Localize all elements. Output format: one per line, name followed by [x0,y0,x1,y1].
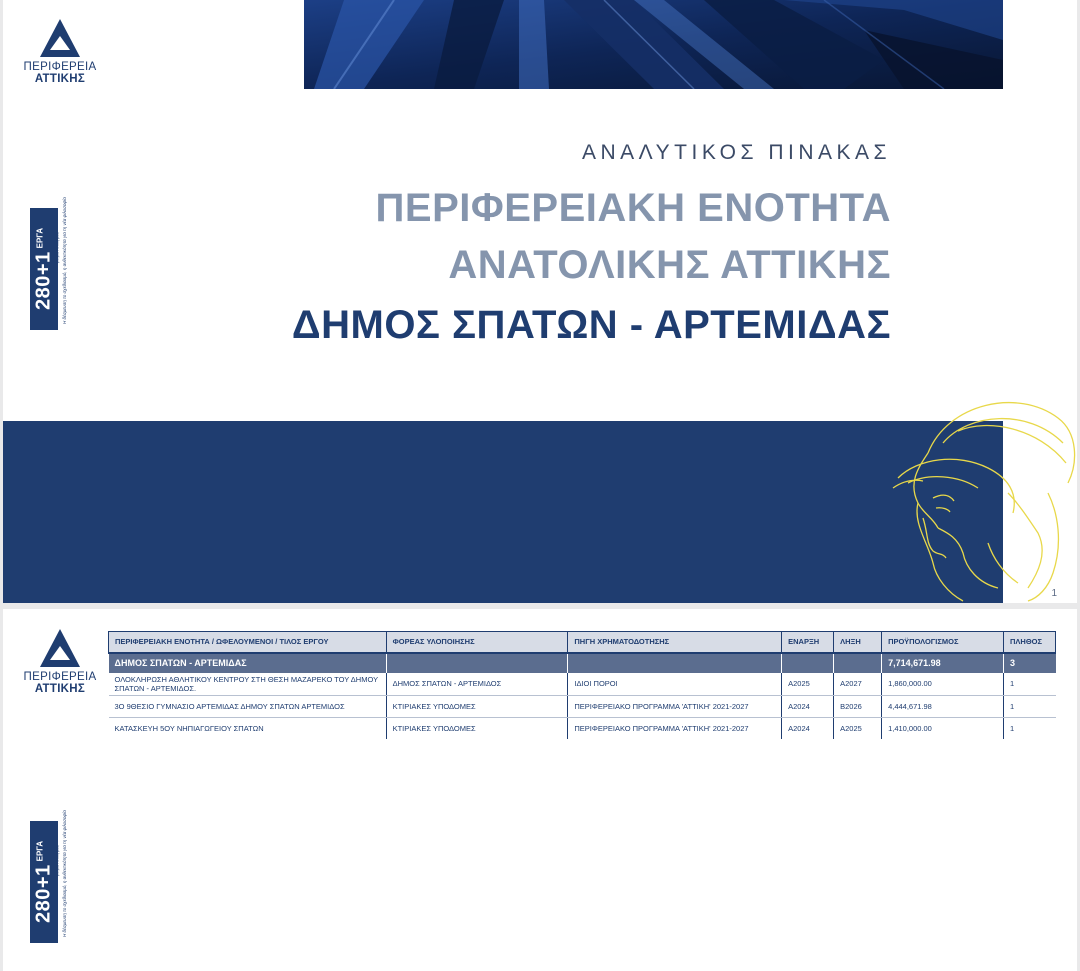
cell-budget: 4,444,671.98 [882,695,1004,717]
cell-end: Β2026 [834,695,882,717]
badge-caption: Η δέσμευση το σχεδιασμό, η ανθεκτικότητα για τη νέα φιλοσοφία [62,810,67,937]
cover-title-line-1: ΠΕΡΙΦΕΡΕΙΑΚΗ ΕΝΟΤΗΤΑ [375,186,891,230]
cell-agency: ΚΤΙΡΙΑΚΕΣ ΥΠΟΔΟΜΕΣ [386,695,568,717]
header-start: ΕΝΑΡΞΗ [782,632,834,653]
triangle-logo-icon [35,627,85,671]
table-row [109,695,1056,717]
table-row [109,717,1056,739]
region-logo [20,627,100,695]
badge-label: ΕΡΓΑ [35,840,45,862]
cell-count: 1 [1009,723,1015,733]
table-page [3,609,1077,971]
group-budget: 7,714,671.98 [882,653,1004,673]
cell-budget: 1,410,000.00 [882,717,1004,739]
cell-agency: ΚΤΙΡΙΑΚΕΣ ΥΠΟΔΟΜΕΣ [386,717,568,739]
cell-count: 1 [1003,695,1055,717]
badge-number: 280+1 [32,251,55,311]
header-budget: ΠΡΟΫΠΟΛΟΓΙΣΜΟΣ [882,632,1004,653]
cell-agency: ΔΗΜΟΣ ΣΠΑΤΩΝ - ΑΡΤΕΜΙΔΟΣ [386,673,568,696]
cell-end: Α2027 [834,673,882,696]
group-row [109,653,1056,673]
cell-start: Α2024 [782,717,834,739]
badge-small-text: για μια Αττική μας [54,845,60,877]
architecture-photo-icon [304,0,1003,89]
cell-funding: ΠΕΡΙΦΕΡΕΙΑΚΟ ΠΡΟΓΡΑΜΜΑ 'ΑΤΤΙΚΗ' 2021-2027 [568,695,782,717]
logo-line-2: ΑΤΤΙΚΗΣ [34,73,86,85]
badge-label: ΕΡΓΑ [35,227,45,249]
projects-table [108,631,1056,739]
badge-caption: Η δέσμευση το σχεδιασμό, η ανθεκτικότητα για τη νέα φιλοσοφία [62,197,67,324]
cell-start: Α2024 [782,695,834,717]
cell-funding: ΠΕΡΙΦΕΡΕΙΑΚΟ ΠΡΟΓΡΑΜΜΑ 'ΑΤΤΙΚΗ' 2021-2027 [568,717,782,739]
blue-band [3,421,1003,603]
cover-title-line-2: ΑΝΑΤΟΛΙΚΗΣ ΑΤΤΙΚΗΣ [448,243,891,287]
cell-count: 1 [1003,673,1055,696]
cover-page [3,0,1077,603]
group-count: 3 [1003,653,1055,673]
cell-project: 3Ο 9ΘΕΣΙΟ ΓΥΜΝΑΣΙΟ ΑΡΤΕΜΙΔΑΣ ΔΗΜΟΥ ΣΠΑΤΩΝ ΑΡΤΕΜΙΔΟΣ [109,695,387,717]
logo-line-1: ΠΕΡΙΦΕΡΕΙΑ [23,61,97,73]
cell-start: Α2025 [782,673,834,696]
badge-number: 280+1 [32,864,55,924]
cell-end: Α2025 [834,717,882,739]
cell-project: ΚΑΤΑΣΚΕΥΗ 5ΟΥ ΝΗΠΙΑΓΩΓΕΙΟΥ ΣΠΑΤΩΝ [109,717,387,739]
header-project: ΠΕΡΙΦΕΡΕΙΑΚΗ ΕΝΟΤΗΤΑ / ΩΦΕΛΟΥΜΕΝΟΙ / ΤΙΛΟΣ ΕΡΓΟΥ [109,632,387,653]
cell-budget: 1,860,000.00 [882,673,1004,696]
page-number: 1 [1051,588,1057,599]
header-end: ΛΗΞΗ [834,632,882,653]
badge-small-text: για μια Αττική μας [54,232,60,264]
cover-title-line-3: ΔΗΜΟΣ ΣΠΑΤΩΝ - ΑΡΤΕΜΙΔΑΣ [291,303,891,347]
header-count: ΠΛΗΘΟΣ [1003,632,1055,653]
logo-line-2: ΑΤΤΙΚΗΣ [34,683,86,695]
header-agency: ΦΟΡΕΑΣ ΥΛΟΠΟΙΗΣΗΣ [386,632,568,653]
cell-funding: ΙΔΙΟΙ ΠΟΡΟΙ [568,673,782,696]
triangle-logo-icon [35,17,85,61]
athena-outline-icon [888,383,1077,603]
campaign-badge [30,197,67,330]
header-funding: ΠΗΓΗ ΧΡΗΜΑΤΟΔΟΤΗΣΗΣ [568,632,782,653]
table-row [109,673,1056,696]
cell-project: ΟΛΟΚΛΗΡΩΣΗ ΑΘΛΗΤΙΚΟΥ ΚΕΝΤΡΟΥ ΣΤΗ ΘΕΣΗ ΜΑΖΑΡΕΚΟ ΤΟΥ ΔΗΜΟΥ ΣΠΑΤΩΝ - ΑΡΤΕΜΙΔΟΣ. [109,673,387,696]
hero-image [304,0,1003,89]
table-header-row [109,632,1056,653]
logo-line-1: ΠΕΡΙΦΕΡΕΙΑ [23,671,97,683]
campaign-badge [30,810,67,943]
cover-subtitle: ΑΝΑΛΥΤΙΚΟΣ ΠΙΝΑΚΑΣ [582,141,891,164]
region-logo [20,17,100,85]
group-name: ΔΗΜΟΣ ΣΠΑΤΩΝ - ΑΡΤΕΜΙΔΑΣ [109,653,387,673]
